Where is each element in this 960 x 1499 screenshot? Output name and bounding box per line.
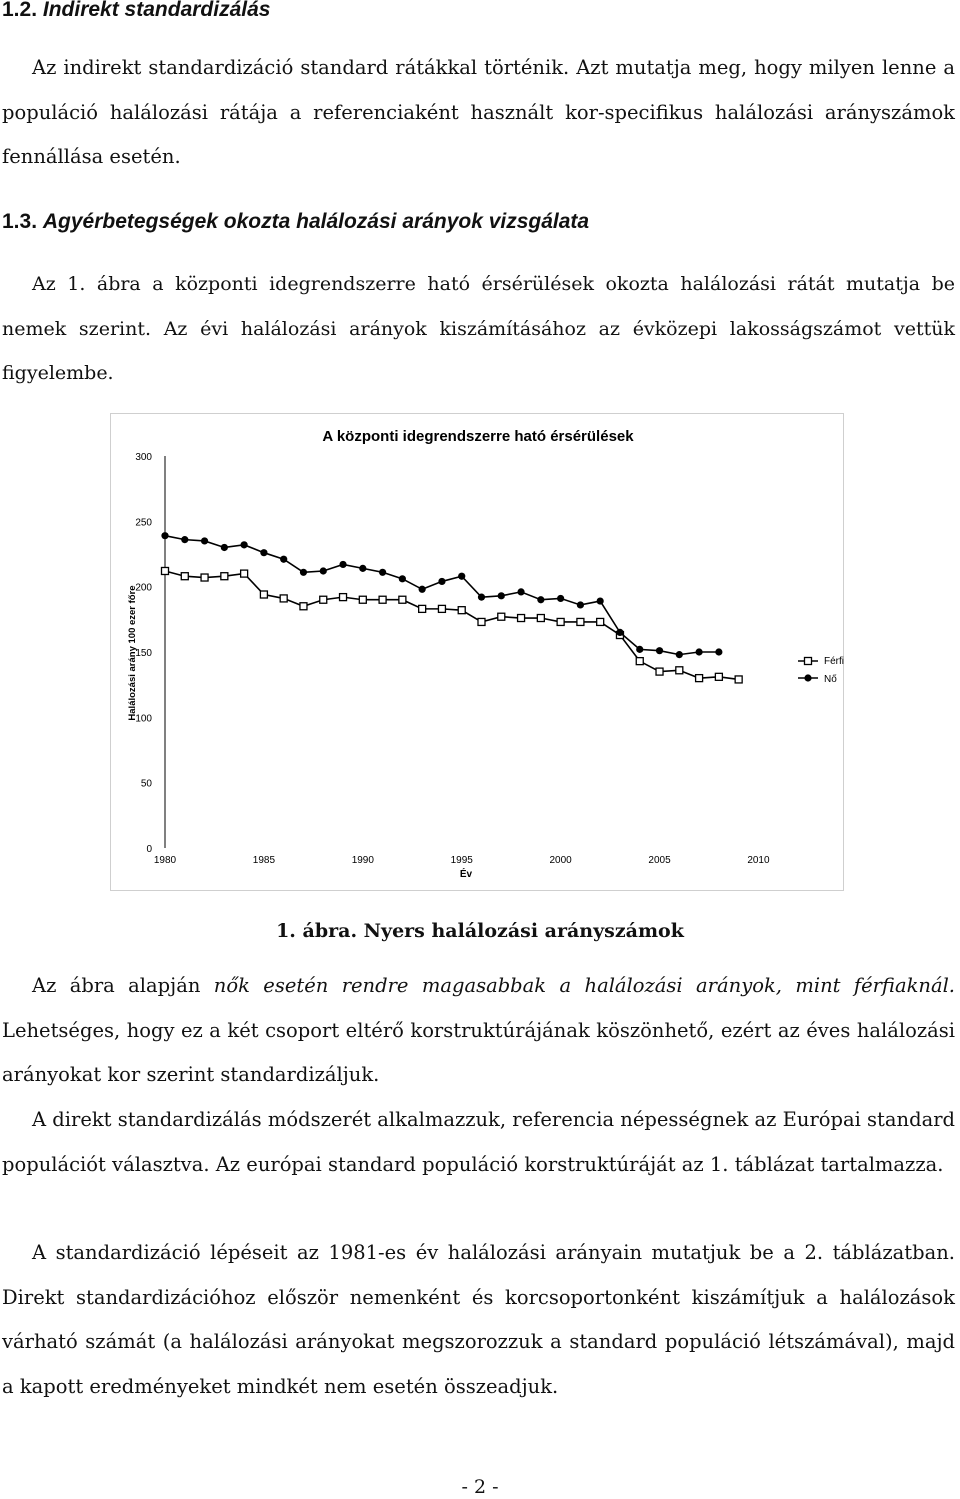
data-point	[557, 595, 564, 602]
data-point	[161, 532, 168, 539]
data-point	[676, 651, 683, 658]
data-point	[458, 607, 465, 614]
x-tick-label: 1985	[252, 855, 276, 866]
data-point	[162, 567, 169, 574]
data-point	[181, 536, 188, 543]
interpretation-paragraph	[2, 964, 955, 1098]
data-point	[300, 569, 307, 576]
data-point	[636, 658, 643, 665]
data-point	[241, 541, 248, 548]
data-point	[379, 569, 386, 576]
data-point	[438, 605, 445, 612]
y-tick-label: 250	[135, 517, 152, 529]
section-number: 1.3.	[2, 210, 38, 233]
x-tick-label: 2010	[747, 855, 770, 866]
data-point	[498, 613, 505, 620]
data-point	[339, 561, 346, 568]
stroke-mortality-intro-paragraph: Az 1. ábra a központi idegrendszerre ható érsérülések okozta halálozási rátát mutatja be nemek szerint. Az évi halálozási arányok kiszámításához az évközepi lakosságszámot vettük figyelembe.	[2, 273, 955, 384]
data-point	[458, 573, 465, 580]
y-axis-label: Halálozási arány 100 ezer főre	[127, 585, 138, 721]
data-point	[537, 596, 544, 603]
data-point	[221, 573, 228, 580]
y-tick-label: 100	[135, 713, 152, 725]
data-point	[340, 594, 347, 601]
legend-label-no: Nő	[824, 674, 837, 685]
y-tick-label: 50	[140, 778, 152, 790]
data-point	[498, 592, 505, 599]
x-tick-label: 2000	[549, 855, 572, 866]
chart-frame	[111, 414, 844, 891]
data-point	[616, 629, 623, 636]
data-point	[419, 586, 426, 593]
data-point	[260, 549, 267, 556]
data-point	[201, 537, 208, 544]
data-point	[438, 578, 445, 585]
legend-marker-square	[805, 658, 812, 665]
data-point	[260, 591, 267, 598]
data-point	[676, 667, 683, 674]
data-point	[379, 596, 386, 603]
data-point	[656, 647, 663, 654]
data-point	[597, 618, 604, 625]
data-point	[359, 596, 366, 603]
section-1-3-heading	[2, 210, 589, 234]
data-point	[715, 648, 722, 655]
section-1-2-heading	[2, 0, 270, 22]
legend-label-ferfi: Férfi	[824, 656, 844, 667]
data-point	[241, 570, 248, 577]
x-tick-label: 2005	[648, 855, 671, 866]
figure-caption: 1. ábra. Nyers halálozási arányszámok	[276, 920, 684, 942]
data-point	[221, 544, 228, 551]
page-number: - 2 -	[461, 1476, 499, 1498]
data-point	[280, 556, 287, 563]
data-point	[359, 565, 366, 572]
x-axis-label: Év	[459, 869, 473, 880]
interpretation-emphasis: nők esetén rendre magasabbak a halálozási arányok, mint férfiaknál.	[213, 974, 955, 997]
y-tick-label: 0	[146, 844, 152, 855]
x-tick-label: 1980	[153, 855, 177, 866]
data-point	[181, 573, 188, 580]
data-point	[577, 601, 584, 608]
y-tick-label: 300	[135, 452, 152, 463]
x-tick-label: 1990	[351, 855, 374, 866]
data-point	[696, 675, 703, 682]
data-point	[320, 567, 327, 574]
section-title: Agyérbetegségek okozta halálozási arányok vizsgálata	[42, 210, 590, 233]
data-point	[518, 615, 525, 622]
standardization-steps-paragraph: A standardizáció lépéseit az 1981-es év halálozási arányain mutatjuk be a 2. táblázatban. Direkt standardizációhoz először nemenként és korcsoportonként kiszámítjuk a halálozások várható számát (a halálozási arányokat megszorozzuk a standard populáció létszámával), majd a kapott eredményeket mindkét nem esetén összeadjuk.	[2, 1241, 955, 1398]
data-point	[399, 596, 406, 603]
x-tick-label: 1995	[450, 855, 473, 866]
interpretation-rest: Lehetséges, hogy ez a két csoport eltérő korstruktúrájának köszönhető, ezért az éves halálozási arányokat kor szerint standardizáljuk.	[2, 1018, 955, 1086]
data-point	[695, 648, 702, 655]
chart-title: A központi idegrendszerre ható érsérülések	[322, 428, 634, 445]
y-tick-label: 150	[135, 648, 152, 659]
data-point	[478, 594, 485, 601]
mortality-line-chart	[110, 413, 846, 893]
data-point	[557, 618, 564, 625]
interpretation-plain: Az ábra alapján	[32, 974, 214, 997]
data-point	[577, 618, 584, 625]
legend-marker-circle	[804, 674, 811, 681]
data-point	[656, 668, 663, 675]
data-point	[201, 574, 208, 581]
data-point	[735, 676, 742, 683]
y-tick-label: 200	[135, 582, 152, 594]
data-point	[300, 603, 307, 610]
indirect-standardization-paragraph: Az indirekt standardizáció standard rátákkal történik. Azt mutatja meg, hogy milyen lenne a populáció halálozási rátája a referenciaként használt kor-specifikus halálozási arányszámok fennállása esetén.	[2, 56, 955, 168]
direct-standardization-paragraph: A direkt standardizálás módszerét alkalmazzuk, referencia népességnek az Európai standard populációt választva. Az európai standard populáció korstruktúráját az 1. táblázat tartalmazza.	[2, 1108, 955, 1176]
data-point	[597, 597, 604, 604]
section-number: 1.2.	[2, 0, 38, 21]
data-point	[478, 618, 485, 625]
data-point	[280, 595, 287, 602]
data-point	[715, 673, 722, 680]
data-point	[537, 615, 544, 622]
data-point	[636, 646, 643, 653]
data-point	[517, 588, 524, 595]
section-title: Indirekt standardizálás	[42, 0, 271, 21]
data-point	[399, 575, 406, 582]
data-point	[419, 605, 426, 612]
data-point	[320, 596, 327, 603]
